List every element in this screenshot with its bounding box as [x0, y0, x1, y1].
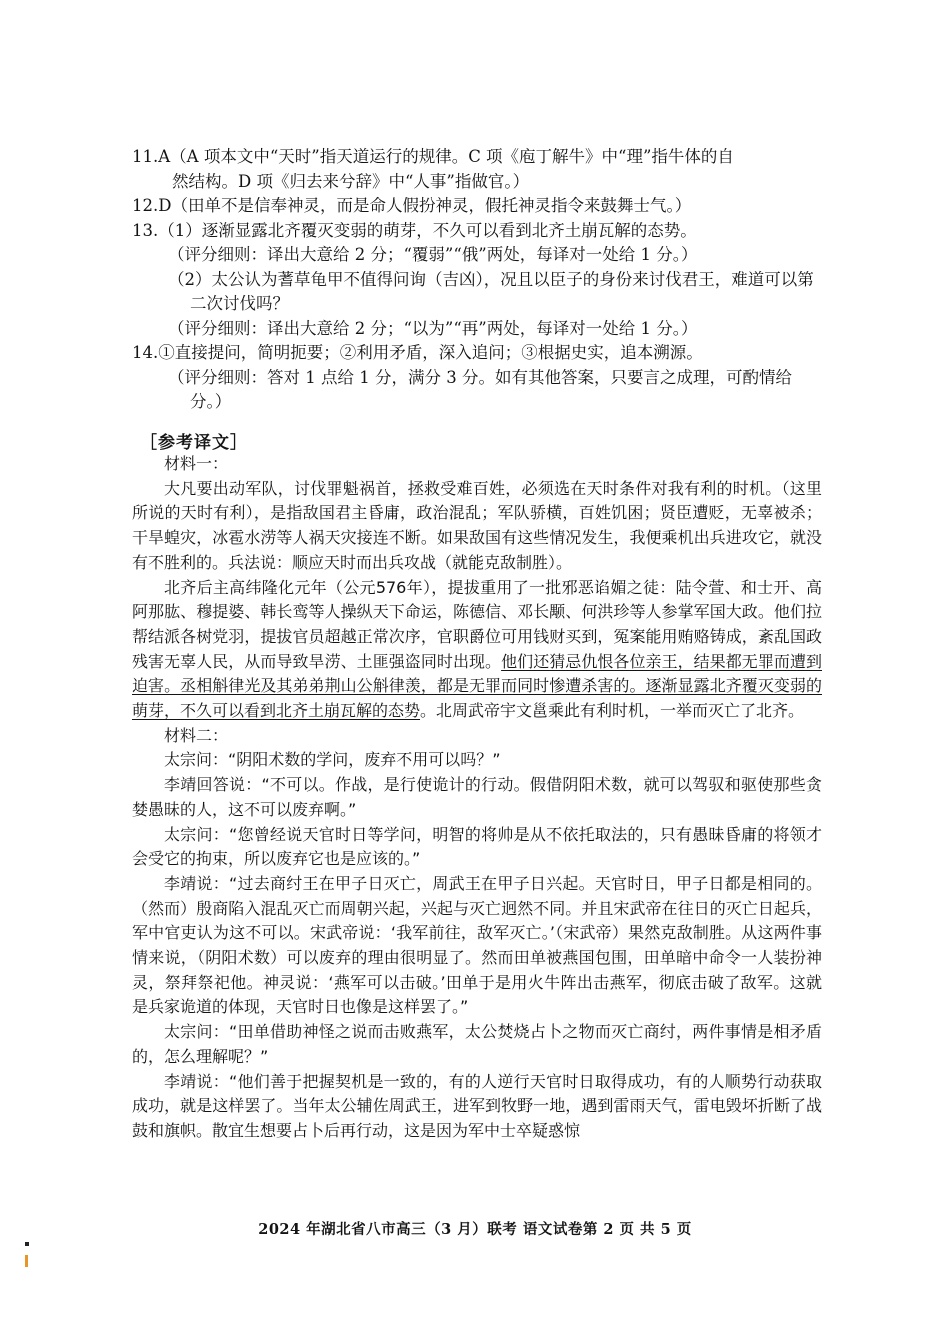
answer-11 — [132, 145, 822, 194]
answer-14: 14.①直接提问，简明扼要；②利用矛盾，深入追问；③根据史实，追本溯源。 — [132, 343, 703, 362]
scan-mark-bar — [25, 1255, 28, 1267]
dialogue-line-5: 太宗问：“田单借助神怪之说而击败燕军，太公焚烧占卜之物而灭亡商纣，两件事情是相矛盾的，怎么理解呢？” — [132, 1022, 822, 1066]
material-1-paragraph-2 — [132, 576, 822, 724]
answer-14-scoring: （评分细则：答对 1 点给 1 分，满分 3 分。如有其他答案，只要言之成理，可酌情给分。） — [168, 367, 792, 411]
answer-key — [132, 145, 822, 415]
dialogue-line-3: 太宗问：“您曾经说天官时日等学问，明智的将帅是从不依托取法的，只有愚昧昏庸的将领才会受它的拘束，所以废弃它也是应该的。” — [132, 824, 822, 869]
page-footer: 2024 年湖北省八市高三（3 月）联考 语文试卷第 2 页 共 5 页 — [258, 1221, 692, 1238]
answer-13-scoring1: （评分细则：译出大意给 2 分；“覆弱”“俄”两处，每译对一处给 1 分。） — [168, 245, 698, 264]
answer-13-part1: 13.（1）逐渐显露北齐覆灭变弱的萌芽，不久可以看到北齐土崩瓦解的态势。 — [132, 220, 697, 240]
dialogue-line-1: 太宗问：“阴阳术数的学问，废弃不用可以吗？” — [164, 750, 501, 770]
answer-12: 12.D（田单不是信奉神灵，而是命人假扮神灵，假托神灵指令来鼓舞士气。） — [132, 196, 692, 215]
material-1-paragraph-1: 大凡要出动军队，讨伐罪魁祸首，拯救受难百姓，必须选在天时条件对我有利的时机。（这里所说的天时有利），是指敌国君主昏庸，政治混乱；军队骄横，百姓饥困；贤臣遭贬，无辜被杀；干旱蝗灾，冰雹水涝等人祸天灾接连不断。如果敌国有这些情况发生，我便乘机出兵进攻它，就没有不胜利的。兵法说：顺应天时而出兵攻战（就能克敌制胜）。 — [132, 478, 822, 572]
dialogue-line-2: 李靖回答说：“不可以。作战，是行使诡计的行动。假借阴阳术数，就可以驾驭和驱使那些贪婪愚昧的人，这不可以废弃啊。” — [132, 775, 822, 819]
reference-translation-heading: ［参考译文］ — [140, 433, 248, 453]
paragraph-2-text: 北齐后主高纬隆化元年（公元576年），提拔重用了一批邪恶谄媚之徒：陆令萱、和士开、高阿那肱、穆提婆、韩长鸾等人操纵天下命运，陈德信、邓长颙、何洪珍等人参掌军国大政。他们拉帮结派各树党羽，提拔官员超越正常次序，官职爵位可用钱财买到，冤案能用贿赂铸成，紊乱国政残害无辜人民，从而导致旱涝、土匪强盗同时出现。 — [132, 577, 822, 671]
answer-13-part2: （2）太公认为蓍草龟甲不值得问询（吉凶），况且以臣子的身份来讨伐君王，难道可以第二次讨伐吗？ — [168, 269, 814, 313]
material-2-label: 材料二： — [164, 725, 229, 745]
paragraph-2-ending: 。北周武帝宇文邕乘此有利时机，一举而灭亡了北齐。 — [420, 701, 805, 721]
material-1-label: 材料一： — [164, 454, 229, 473]
answer-11-line1: 11.A（A 项本文中“天时”指天道运行的规律。C 项《庖丁解牛》中“理”指牛体的自 — [132, 147, 734, 166]
reference-translation — [132, 452, 822, 1144]
dialogue-line-6: 李靖说：“他们善于把握契机是一致的，有的人逆行天官时日取得成功，有的人顺势行动获取成功，就是这样罢了。当年太公辅佐周武王，进军到牧野一地，遇到雷雨天气，雷电毁坏折断了战鼓和旗帜。散宜生想要占卜后再行动，这是因为军中士卒疑惑惊 — [132, 1071, 822, 1140]
dialogue-line-4: 李靖说：“过去商纣王在甲子日灭亡，周武王在甲子日兴起。天官时日，甲子日都是相同的。（然而）殷商陷入混乱灭亡而周朝兴起，兴起与灭亡迥然不同。并且宋武帝在往日的灭亡日起兵，军中官吏认为这不可以。宋武帝说：‘我军前往，敌军灭亡。’（宋武帝）果然克敌制胜。从这两件事情来说，（阴阳术数）可以废弃的理由很明显了。然而田单被燕国包围，田单暗中命令一人装扮神灵，祭拜祭祀他。神灵说：‘燕军可以击破。’田单于是用火牛阵出击燕军，彻底击破了敌军。这就是兵家诡道的体现，天官时日也像是这样罢了。” — [132, 873, 822, 1017]
underlined-passage: 他们还猜忌仇恨各位亲王，结果都无罪而遭到迫害。丞相斛律光及其弟弟荆山公斛律羡，都是无罪而同时惨遭杀害的。逐渐显露北齐覆灭变弱的萌芽，不久可以看到北齐土崩瓦解的态势 — [132, 651, 822, 721]
answer-11-line2: 然结构。D 项《归去来兮辞》中“人事”指做官。） — [172, 171, 530, 191]
answer-13-scoring2: （评分细则：译出大意给 2 分；“以为”“再”两处，每译对一处给 1 分。） — [168, 318, 698, 338]
scan-mark-dot — [25, 1242, 29, 1246]
